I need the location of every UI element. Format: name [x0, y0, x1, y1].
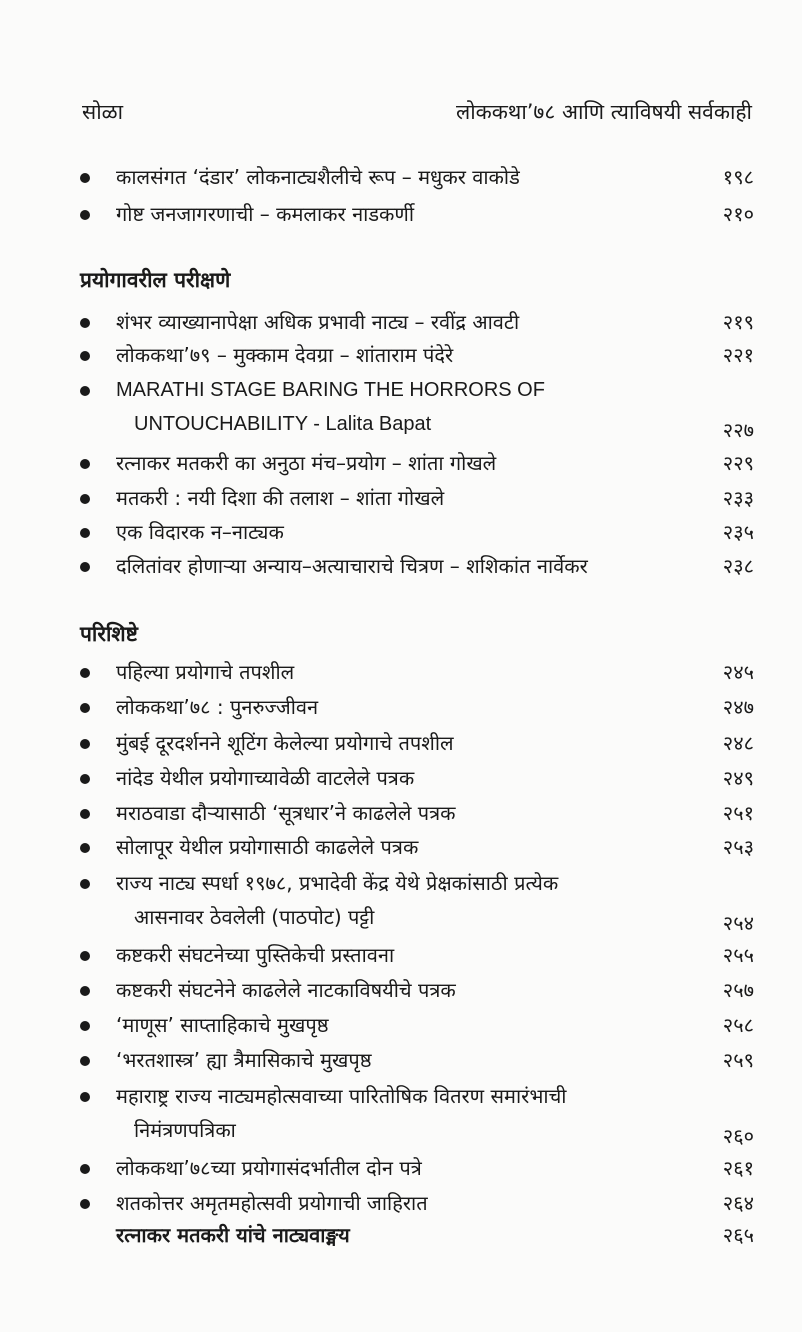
list-item [80, 1079, 754, 1113]
entry-title: लोककथा’७८च्या प्रयोगासंदर्भातील दोन पत्रे [116, 1156, 422, 1180]
entry-title: ‘माणूस’ साप्ताहिकाचे मुखपृष्ठ [116, 1013, 329, 1037]
entry-page: २१० [722, 202, 754, 226]
entry-page: २६० [722, 1124, 754, 1148]
entry-page: २३३ [722, 486, 754, 510]
entry-page: १९८ [722, 165, 754, 189]
list-item [80, 973, 754, 1007]
bullet-icon [80, 318, 90, 328]
list-item [80, 1008, 754, 1042]
entry-page: २२१ [722, 343, 754, 367]
list-item [80, 305, 754, 339]
section-heading: प्रयोगावरील परीक्षणे [80, 268, 231, 292]
bullet-icon [80, 386, 90, 396]
list-item [80, 373, 754, 407]
entry-title-continued: UNTOUCHABILITY - Lalita Bapat [134, 413, 432, 435]
list-item [80, 1151, 754, 1185]
entry-title: कष्टकरी संघटनेने काढलेले नाटकाविषयीचे पत्रक [116, 978, 456, 1002]
entry-title: शतकोत्तर अमृतमहोत्सवी प्रयोगाची जाहिरात [116, 1191, 428, 1215]
entry-page: २६५ [722, 1223, 754, 1247]
bullet-icon [80, 1092, 90, 1102]
entry-title: मुंबई दूरदर्शनने शूटिंग केलेल्या प्रयोगाचे तपशील [116, 731, 454, 755]
entry-title: रत्नाकर मतकरी का अनुठा मंच–प्रयोग – शांता गोखले [116, 451, 497, 475]
closing-entry [80, 1218, 754, 1252]
bullet-icon [80, 562, 90, 572]
list-item [80, 549, 754, 583]
entry-title: कालसंगत ‘दंडार’ लोकनाट्यशैलीचे रूप – मधुकर वाकोडे [116, 165, 520, 189]
list-item [80, 830, 754, 864]
entry-page: २३५ [722, 520, 754, 544]
bullet-icon [80, 459, 90, 469]
entry-title: लोककथा’७८ : पुनरुज्जीवन [116, 695, 319, 719]
entry-page: २२७ [722, 418, 754, 442]
list-item [80, 796, 754, 830]
bullet-icon [80, 1164, 90, 1174]
list-item [80, 481, 754, 515]
entry-title: लोककथा’७९ – मुक्काम देवग्रा – शांताराम पंदेरे [116, 343, 454, 367]
entry-title: कष्टकरी संघटनेच्या पुस्तिकेची प्रस्तावना [116, 943, 395, 967]
bullet-icon [80, 1021, 90, 1031]
list-item [80, 1043, 754, 1077]
entry-title: शंभर व्याख्यानापेक्षा अधिक प्रभावी नाट्य – रवींद्र आवटी [116, 310, 520, 334]
entry-page: २५८ [722, 1013, 754, 1037]
entry-title: पहिल्या प्रयोगाचे तपशील [116, 660, 295, 684]
list-item [80, 160, 754, 194]
bullet-icon [80, 1199, 90, 1209]
bullet-icon [80, 703, 90, 713]
entry-page: २४७ [722, 695, 754, 719]
bullet-icon [80, 879, 90, 889]
entry-page: २५५ [722, 943, 754, 967]
entry-title: राज्य नाट्य स्पर्धा १९७८, प्रभादेवी केंद्र येथे प्रेक्षकांसाठी प्रत्येक [116, 871, 559, 895]
entry-title: नांदेड येथील प्रयोगाच्यावेळी वाटलेले पत्रक [116, 766, 415, 790]
entry-title: सोलापूर येथील प्रयोगासाठी काढलेले पत्रक [116, 835, 419, 859]
bullet-icon [80, 774, 90, 784]
entry-page: २५७ [722, 978, 754, 1002]
entry-title: एक विदारक न–नाट्यक [116, 520, 284, 544]
entry-title: दलितांवर होणाऱ्या अन्याय–अत्याचाराचे चित्रण – शशिकांत नार्वेकर [116, 554, 588, 578]
bullet-icon [80, 173, 90, 183]
list-item-continued [80, 900, 754, 934]
bullet-icon [80, 351, 90, 361]
entry-title-continued: आसनावर ठेवलेली (पाठपोट) पट्टी [134, 905, 375, 929]
entry-page: २४५ [722, 660, 754, 684]
bullet-icon [80, 843, 90, 853]
list-item [80, 655, 754, 689]
list-item [80, 197, 754, 231]
list-item [80, 515, 754, 549]
entry-page: २५९ [722, 1048, 754, 1072]
entry-title: ‘भरतशास्त्र’ ह्या त्रैमासिकाचे मुखपृष्ठ [116, 1048, 372, 1072]
list-item-continued [80, 407, 754, 441]
entry-title: रत्नाकर मतकरी यांचे नाट्यवाङ्मय [116, 1223, 350, 1247]
entry-page: २४८ [722, 731, 754, 755]
entry-title: महाराष्ट्र राज्य नाट्यमहोत्सवाच्या पारितोषिक वितरण समारंभाची [116, 1084, 567, 1108]
entry-title: MARATHI STAGE BARING THE HORRORS OF [116, 379, 545, 401]
entry-page: २५१ [722, 801, 754, 825]
bullet-icon [80, 986, 90, 996]
list-item-continued [80, 1113, 754, 1147]
section-heading: परिशिष्टे [80, 622, 138, 646]
entry-page: २५३ [722, 835, 754, 859]
list-item [80, 1186, 754, 1220]
bullet-icon [80, 951, 90, 961]
entry-title: मराठवाडा दौऱ्यासाठी ‘सूत्रधार’ने काढलेले पत्रक [116, 801, 456, 825]
bullet-icon [80, 494, 90, 504]
entry-page: २४९ [722, 766, 754, 790]
entry-page: २२९ [722, 451, 754, 475]
entry-title: मतकरी : नयी दिशा की तलाश – शांता गोखले [116, 486, 445, 510]
entry-page: २६४ [722, 1191, 754, 1215]
list-item [80, 938, 754, 972]
entry-page: २३८ [722, 554, 754, 578]
bullet-icon [80, 528, 90, 538]
list-item [80, 726, 754, 760]
list-item [80, 761, 754, 795]
page-number-label: सोळा [82, 100, 124, 124]
entry-title: गोष्ट जनजागरणाची – कमलाकर नाडकर्णी [116, 202, 415, 226]
bullet-icon [80, 1056, 90, 1066]
bullet-icon [80, 210, 90, 220]
running-header [82, 98, 752, 126]
entry-title-continued: निमंत्रणपत्रिका [134, 1118, 236, 1142]
list-item [80, 690, 754, 724]
bullet-icon [80, 668, 90, 678]
list-item [80, 446, 754, 480]
entry-page: २६१ [722, 1156, 754, 1180]
bullet-icon [80, 739, 90, 749]
book-title: लोककथा’७८ आणि त्याविषयी सर्वकाही [455, 100, 752, 124]
list-item [80, 338, 754, 372]
entry-page: २५४ [722, 911, 754, 935]
entry-page: २१९ [722, 310, 754, 334]
bullet-icon [80, 809, 90, 819]
list-item [80, 866, 754, 900]
